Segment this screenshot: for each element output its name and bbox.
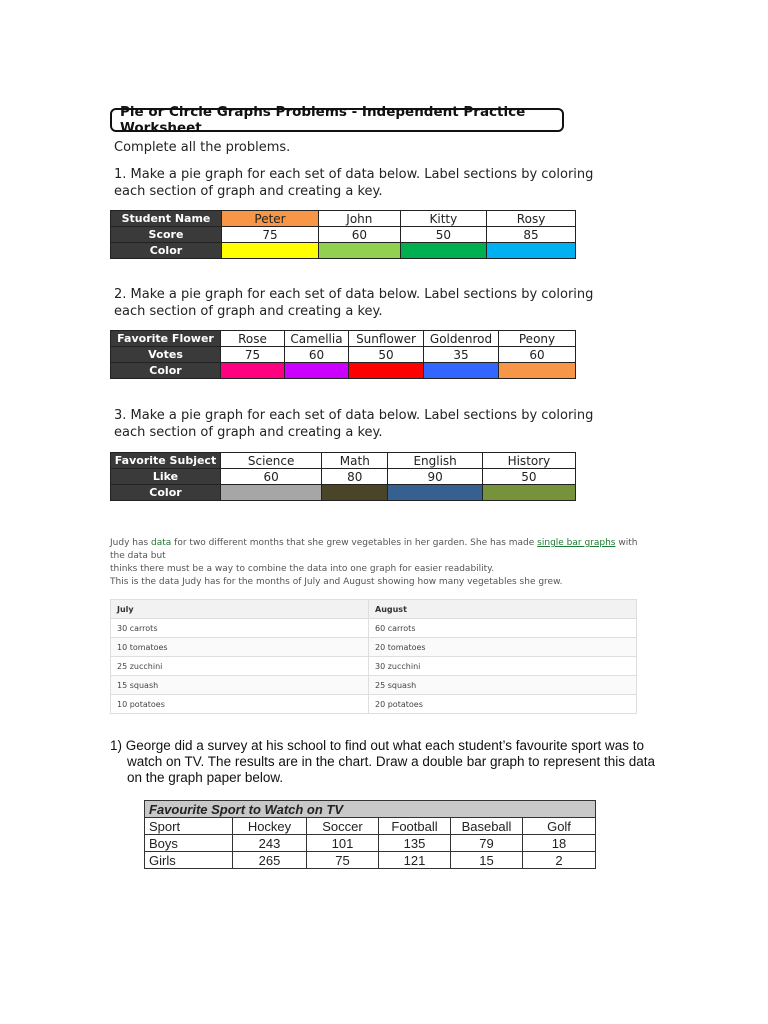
problem2-value-cell: 60 (285, 347, 349, 363)
problem1-table (110, 210, 576, 259)
george-line3: on the graph paper below. (127, 770, 284, 785)
problem1-color-swatch (319, 243, 401, 259)
problem2-name-cell: Rose (221, 331, 285, 347)
boys-cell: 79 (451, 835, 523, 852)
problem3-prompt-line1: 3. Make a pie graph for each set of data below. Label sections by coloring (114, 408, 594, 423)
problem3-name-cell: History (482, 453, 575, 469)
august-header: August (369, 600, 637, 619)
judy-data-intro: This is the data Judy has for the months of July and August showing how many vegetables she grew. (110, 577, 563, 587)
problem2-color-swatch (221, 363, 285, 379)
sport-table-caption: Favourite Sport to Watch on TV (145, 801, 596, 818)
problem1-prompt-line2: each section of graph and creating a key. (114, 184, 383, 199)
problem2-value-cell: 75 (221, 347, 285, 363)
problem2-prompt-line2: each section of graph and creating a key. (114, 304, 383, 319)
problem2-value-cell: 50 (349, 347, 424, 363)
problem2-prompt-line1: 2. Make a pie graph for each set of data below. Label sections by coloring (114, 287, 594, 302)
girls-cell: 75 (307, 852, 379, 869)
table-row (111, 676, 637, 695)
worksheet-title: Pie or Circle Graphs Problems - Independent Practice Worksheet (110, 108, 564, 132)
problem2-color-label: Color (111, 363, 221, 379)
judy-text-b: for two different months that she grew vegetables in her garden. She has made (171, 538, 538, 548)
problem1-name-cell: Rosy (487, 211, 576, 227)
problem3-value-cell: 90 (388, 469, 482, 485)
vegetable-table (110, 599, 637, 714)
judy-paragraph (110, 537, 650, 576)
table-row (145, 835, 596, 852)
table-row (145, 818, 596, 835)
girls-label: Girls (145, 852, 233, 869)
sport-table (144, 800, 596, 869)
problem2-value-cell: 60 (499, 347, 576, 363)
problem3-color-swatch (482, 485, 575, 501)
problem3-color-swatch (388, 485, 482, 501)
july-cell: 10 potatoes (111, 695, 369, 714)
problem1-name-cell: Kitty (400, 211, 486, 227)
july-cell: 30 carrots (111, 619, 369, 638)
problem3-value-cell: 60 (221, 469, 322, 485)
problem2-table (110, 330, 576, 379)
table-row (145, 852, 596, 869)
boys-label: Boys (145, 835, 233, 852)
problem1-value-cell: 75 (222, 227, 319, 243)
problem1-header-label: Student Name (111, 211, 222, 227)
problem2-prompt (114, 286, 593, 320)
problem2-color-swatch (349, 363, 424, 379)
judy-text-c: with the data but (110, 538, 638, 561)
boys-cell: 101 (307, 835, 379, 852)
august-cell: 30 zucchini (369, 657, 637, 676)
sport-header-cell: Golf (523, 818, 596, 835)
problem3-header-label: Favorite Subject (111, 453, 221, 469)
sport-header-cell: Baseball (451, 818, 523, 835)
problem1-name-cell: Peter (222, 211, 319, 227)
george-line2: watch on TV. The results are in the chart. Draw a double bar graph to represent this data (127, 754, 656, 769)
july-cell: 15 squash (111, 676, 369, 695)
problem2-name-cell: Camellia (285, 331, 349, 347)
girls-cell: 265 (233, 852, 307, 869)
table-row (111, 638, 637, 657)
table-row (111, 657, 637, 676)
problem1-prompt-line1: 1. Make a pie graph for each set of data below. Label sections by coloring (114, 167, 594, 182)
problem1-value-label: Score (111, 227, 222, 243)
boys-cell: 243 (233, 835, 307, 852)
august-cell: 20 potatoes (369, 695, 637, 714)
single-bar-graphs-link[interactable]: single bar graphs (537, 538, 616, 548)
problem2-value-label: Votes (111, 347, 221, 363)
table-row (111, 695, 637, 714)
data-link[interactable]: data (151, 538, 172, 548)
girls-cell: 121 (379, 852, 451, 869)
problem3-name-cell: English (388, 453, 482, 469)
girls-cell: 15 (451, 852, 523, 869)
july-header: July (111, 600, 369, 619)
problem1-color-swatch (400, 243, 486, 259)
problem3-prompt-line2: each section of graph and creating a key. (114, 425, 383, 440)
problem3-name-cell: Science (221, 453, 322, 469)
problem3-color-swatch (322, 485, 388, 501)
problem3-color-label: Color (111, 485, 221, 501)
problem2-name-cell: Goldenrod (424, 331, 499, 347)
problem1-value-cell: 85 (487, 227, 576, 243)
girls-cell: 2 (523, 852, 596, 869)
sport-header-cell: Sport (145, 818, 233, 835)
problem3-value-cell: 80 (322, 469, 388, 485)
problem3-prompt (114, 407, 593, 441)
problem1-color-label: Color (111, 243, 222, 259)
problem3-value-cell: 50 (482, 469, 575, 485)
instruction-text: Complete all the problems. (114, 140, 291, 155)
august-cell: 25 squash (369, 676, 637, 695)
george-line1: 1) George did a survey at his school to find out what each student’s favourite sport was to (110, 738, 645, 753)
problem2-color-swatch (424, 363, 499, 379)
problem2-name-cell: Peony (499, 331, 576, 347)
george-problem (110, 738, 670, 786)
july-cell: 10 tomatoes (111, 638, 369, 657)
sport-header-cell: Hockey (233, 818, 307, 835)
problem2-header-label: Favorite Flower (111, 331, 221, 347)
problem2-value-cell: 35 (424, 347, 499, 363)
table-row (111, 619, 637, 638)
problem1-color-swatch (222, 243, 319, 259)
sport-header-cell: Football (379, 818, 451, 835)
problem1-name-cell: John (319, 211, 401, 227)
boys-cell: 135 (379, 835, 451, 852)
problem3-color-swatch (221, 485, 322, 501)
problem1-value-cell: 50 (400, 227, 486, 243)
problem3-value-label: Like (111, 469, 221, 485)
problem3-name-cell: Math (322, 453, 388, 469)
problem1-prompt (114, 166, 593, 200)
judy-text-a: Judy has (110, 538, 152, 548)
problem2-color-swatch (285, 363, 349, 379)
problem2-color-swatch (499, 363, 576, 379)
july-cell: 25 zucchini (111, 657, 369, 676)
problem1-color-swatch (487, 243, 576, 259)
problem3-table (110, 452, 576, 501)
august-cell: 60 carrots (369, 619, 637, 638)
problem2-name-cell: Sunflower (349, 331, 424, 347)
sport-header-cell: Soccer (307, 818, 379, 835)
judy-text-line2: thinks there must be a way to combine the data into one graph for easier readability. (110, 564, 495, 574)
august-cell: 20 tomatoes (369, 638, 637, 657)
boys-cell: 18 (523, 835, 596, 852)
problem1-value-cell: 60 (319, 227, 401, 243)
